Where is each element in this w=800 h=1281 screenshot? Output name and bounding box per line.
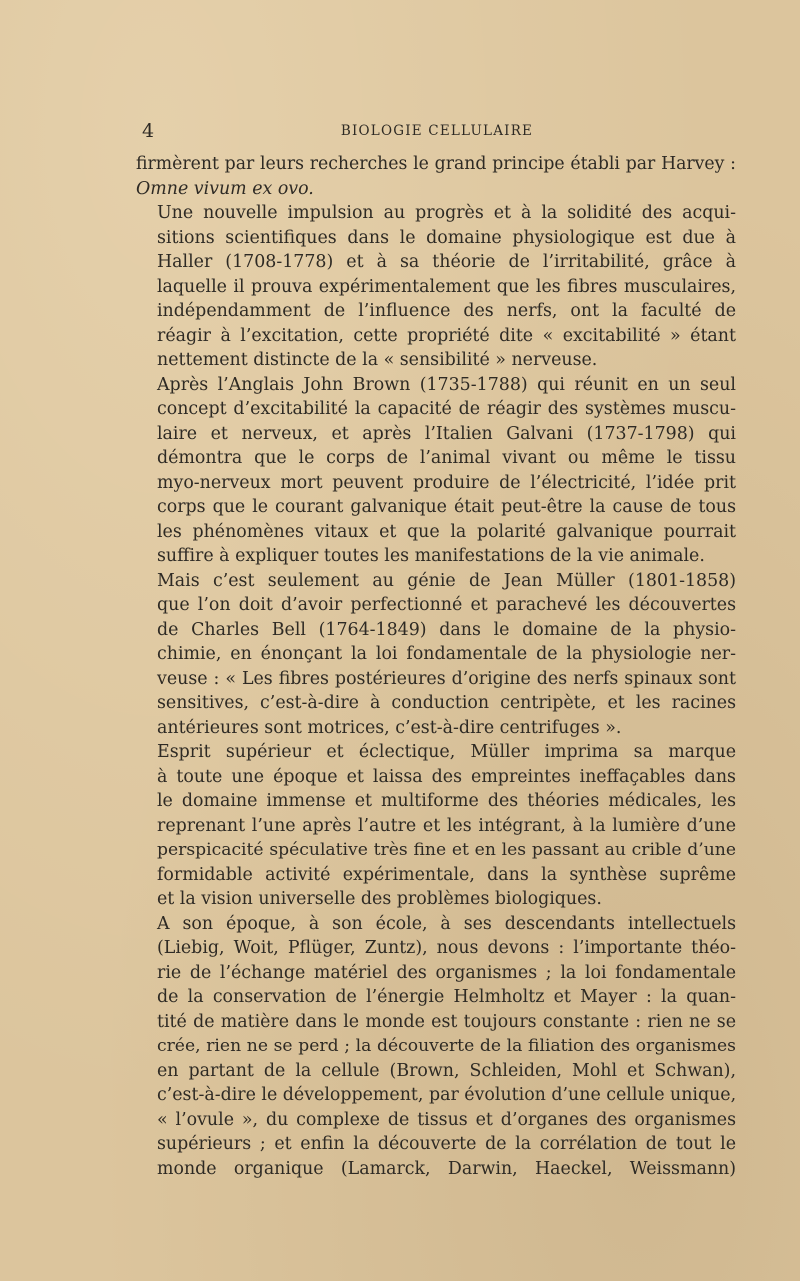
page-number: 4 — [142, 120, 155, 142]
text-line: supérieurs ; et enfin la découverte de la corrélation de tout le — [157, 1134, 736, 1154]
paragraph-4 — [136, 569, 736, 741]
text-line: que l’on doit d’avoir perfectionné et parachevé les découvertes — [157, 595, 736, 615]
text-line: Une nouvelle impulsion au progrès et à la solidité des acqui- — [157, 203, 736, 223]
text-line: et la vision universelle des problèmes biologiques. — [157, 889, 602, 909]
text-line: Esprit supérieur et éclectique, Müller imprima sa marque — [157, 742, 736, 762]
paragraph-2 — [136, 201, 736, 373]
text-line: sensitives, c’est-à-dire à conduction centripète, et les racines — [157, 693, 736, 713]
latin-motto: Omne vivum ex ovo. — [136, 178, 314, 199]
text-line: réagir à l’excitation, cette propriété dite « excitabilité » étant — [157, 325, 736, 346]
text-line: c’est-à-dire le développement, par évolution d’une cellule unique, — [157, 1085, 737, 1105]
text-line: nettement distincte de la « sensibilité » nerveuse. — [157, 350, 598, 370]
text-line: « l’ovule », du complexe de tissus et d’organes des organismes — [157, 1109, 736, 1130]
text-line: de Charles Bell (1764-1849) dans le domaine de la physio- — [157, 619, 736, 640]
body-text — [136, 152, 736, 1181]
text-line: reprenant l’une après l’autre et les intégrant, à la lumière d’une — [157, 815, 736, 836]
paragraph-1 — [136, 152, 736, 201]
text-line: indépendamment de l’influence des nerfs, ont la faculté de — [157, 301, 736, 321]
text-line: de la conservation de l’énergie Helmholtz et Mayer : la quan- — [157, 987, 736, 1007]
paragraph-6 — [136, 912, 736, 1182]
text-line: démontra que le corps de l’animal vivant ou même le tissu — [157, 448, 736, 468]
text-line: à toute une époque et laissa des empreintes ineffaçables dans — [157, 766, 736, 787]
paragraph-5 — [136, 740, 736, 912]
text-line: firmèrent par leurs recherches le grand principe établi par Harvey : — [136, 154, 736, 174]
text-line: rie de l’échange matériel des organismes ; la loi fondamentale — [157, 962, 736, 983]
text-line: le domaine immense et multiforme des théories médicales, les — [157, 791, 736, 811]
text-line: concept d’excitabilité la capacité de réagir des systèmes muscu- — [157, 399, 736, 419]
text-line: Après l’Anglais John Brown (1735-1788) qui réunit en un seul — [157, 374, 736, 395]
text-line: tité de matière dans le monde est toujours constante : rien ne se — [157, 1011, 736, 1032]
text-line: sitions scientifiques dans le domaine physiologique est due à — [157, 227, 736, 248]
running-head — [138, 118, 736, 144]
text-line: formidable activité expérimentale, dans la synthèse suprême — [157, 864, 736, 885]
text-line: Haller (1708-1778) et à sa théorie de l’irritabilité, grâce à — [157, 252, 736, 272]
text-line: les phénomènes vitaux et que la polarité galvanique pourrait — [157, 521, 736, 542]
text-line: perspicacité spéculative très fine et en les passant au crible d’une — [157, 840, 736, 860]
running-title: BIOLOGIE CELLULAIRE — [340, 123, 534, 139]
text-line: myo-nerveux mort peuvent produire de l’électricité, l’idée prit — [157, 472, 736, 493]
text-line: veuse : « Les fibres postérieures d’origine des nerfs spinaux sont — [157, 668, 736, 689]
text-line: antérieures sont motrices, c’est-à-dire centrifuges ». — [157, 717, 622, 738]
text-line: en partant de la cellule (Brown, Schleiden, Mohl et Schwan), — [157, 1060, 736, 1081]
text-line: A son époque, à son école, à ses descendants intellectuels — [157, 913, 736, 934]
text-line: (Liebig, Woit, Pflüger, Zuntz), nous devons : l’importante théo- — [157, 938, 736, 958]
text-line: suffire à expliquer toutes les manifestations de la vie animale. — [157, 546, 705, 566]
paragraph-3 — [136, 373, 736, 569]
text-line: corps que le courant galvanique était peut-être la cause de tous — [157, 497, 736, 517]
text-line: laire et nerveux, et après l’Italien Galvani (1737-1798) qui — [157, 423, 736, 444]
text-line — [136, 177, 736, 202]
text-line: laquelle il prouva expérimentalement que les fibres musculaires, — [157, 276, 736, 297]
text-line: crée, rien ne se perd ; la découverte de la filiation des organismes — [157, 1036, 736, 1056]
text-line: Mais c’est seulement au génie de Jean Müller (1801-1858) — [157, 570, 736, 591]
text-line: chimie, en énonçant la loi fondamentale de la physiologie ner- — [157, 644, 736, 664]
text-line: monde organique (Lamarck, Darwin, Haeckel, Weissmann) — [157, 1158, 736, 1179]
